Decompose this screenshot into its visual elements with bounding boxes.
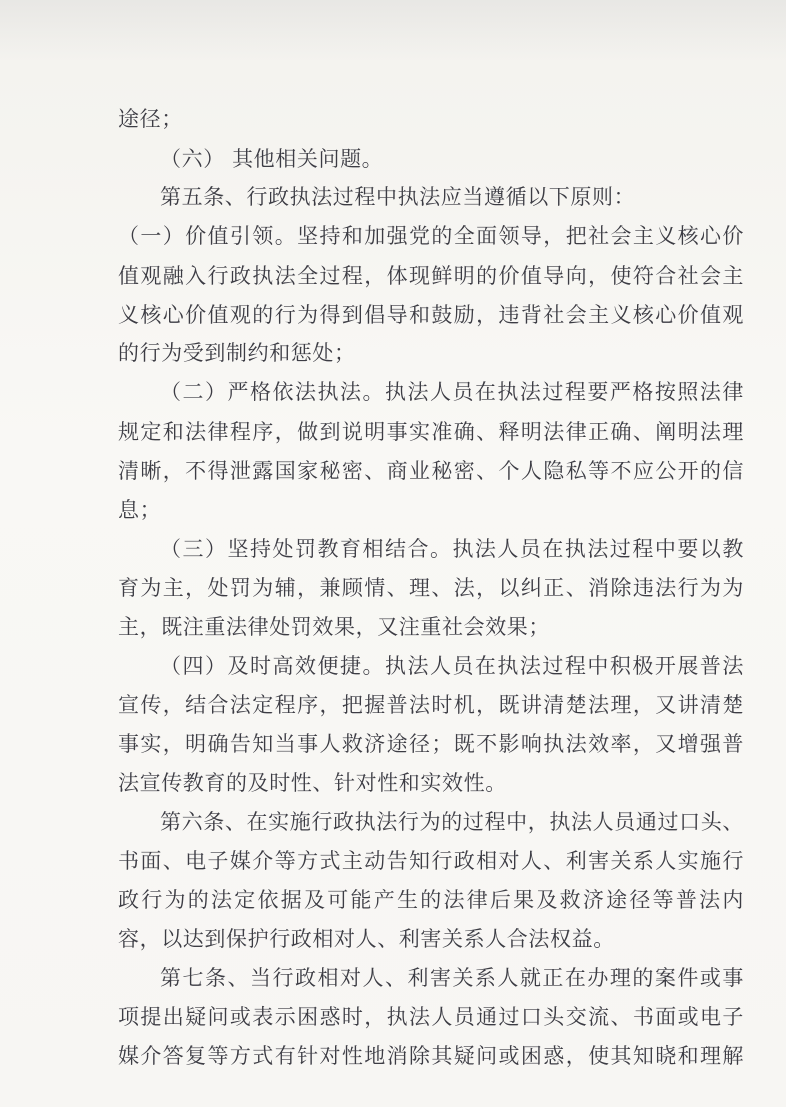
text-line-4: （一）价值引领。坚持和加强党的全面领导，把社会主义核心价 xyxy=(118,224,744,248)
scan-shadow xyxy=(0,0,786,60)
text-line-18: 法宣传教育的及时性、针对性和实效性。 xyxy=(118,771,507,795)
text-line-20: 书面、电子媒介等方式主动告知行政相对人、利害关系人实施行 xyxy=(118,849,744,873)
text-line-15: （四）及时高效便捷。执法人员在执法过程中积极开展普法 xyxy=(160,654,744,678)
text-line-17: 事实，明确告知当事人救济途径；既不影响执法效率，又增强普 xyxy=(118,732,744,756)
text-line-8: （二）严格依法执法。执法人员在执法过程要严格按照法律 xyxy=(160,380,744,404)
text-line-23: 第七条、当行政相对人、利害关系人就正在办理的案件或事 xyxy=(160,966,744,990)
text-line-22: 容，以达到保护行政相对人、利害关系人合法权益。 xyxy=(118,927,615,951)
text-line-9: 规定和法律程序，做到说明事实准确、释明法律正确、阐明法理 xyxy=(118,420,744,444)
text-line-2: （六） 其他相关问题。 xyxy=(160,147,384,171)
text-line-13: 育为主，处罚为辅，兼顾情、理、法，以纠正、消除违法行为为 xyxy=(118,576,744,600)
text-line-1: 途径； xyxy=(118,107,183,131)
text-line-7: 的行为受到制约和惩处； xyxy=(118,341,356,365)
text-line-16: 宣传，结合法定程序，把握普法时机，既讲清楚法理，又讲清楚 xyxy=(118,693,744,717)
text-line-19: 第六条、在实施行政执法行为的过程中，执法人员通过口头、 xyxy=(160,810,744,834)
text-line-12: （三）坚持处罚教育相结合。执法人员在执法过程中要以教 xyxy=(160,537,744,561)
text-line-25: 媒介答复等方式有针对性地消除其疑问或困惑，使其知晓和理解 xyxy=(118,1044,744,1068)
text-line-10: 清晰，不得泄露国家秘密、商业秘密、个人隐私等不应公开的信 xyxy=(118,459,744,483)
text-line-24: 项提出疑问或表示困惑时，执法人员通过口头交流、书面或电子 xyxy=(118,1005,744,1029)
text-line-3: 第五条、行政执法过程中执法应当遵循以下原则： xyxy=(160,185,636,209)
text-line-21: 政行为的法定依据及可能产生的法律后果及救济途径等普法内 xyxy=(118,888,744,912)
text-line-5: 值观融入行政执法全过程，体现鲜明的价值导向，使符合社会主 xyxy=(118,264,744,288)
text-line-11: 息； xyxy=(118,498,162,522)
text-line-14: 主，既注重法律处罚效果，又注重社会效果； xyxy=(118,615,550,639)
text-line-6: 义核心价值观的行为得到倡导和鼓励，违背社会主义核心价值观 xyxy=(118,303,744,327)
